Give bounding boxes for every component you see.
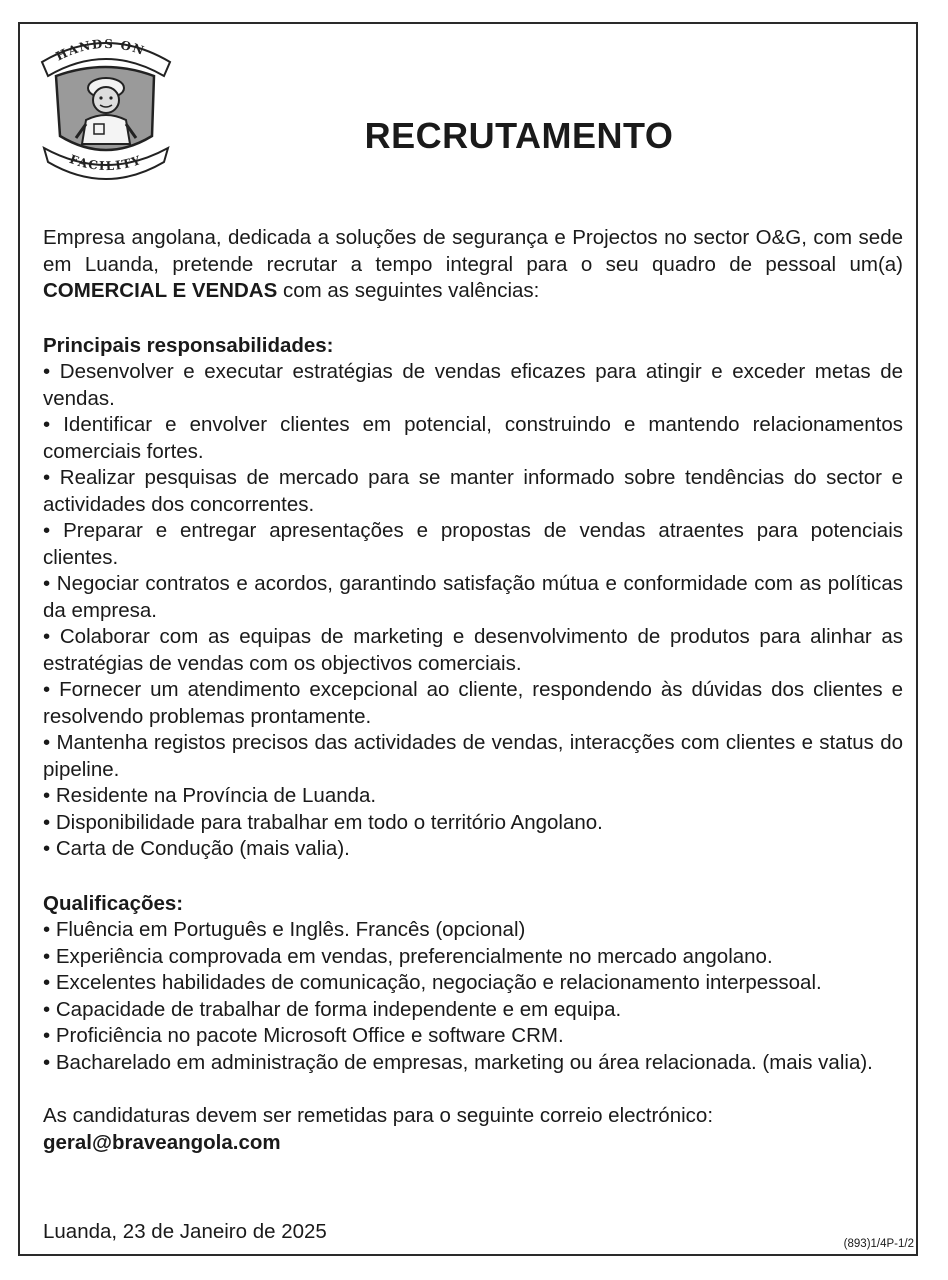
list-item: • Mantenha registos precisos das actividades de vendas, interacções com clientes e status do pipeline. xyxy=(43,730,903,783)
list-item: • Realizar pesquisas de mercado para se manter informado sobre tendências do sector e actividades dos concorrentes. xyxy=(43,465,903,518)
list-item: • Carta de Condução (mais valia). xyxy=(43,836,903,863)
list-item: • Excelentes habilidades de comunicação, negociação e relacionamento interpessoal. xyxy=(43,970,903,997)
application-instructions: As candidaturas devem ser remetidas para o seguinte correio electrónico: xyxy=(43,1104,714,1127)
ad-body xyxy=(43,225,903,1156)
intro-text-end: com as seguintes valências: xyxy=(277,279,540,302)
list-item: • Identificar e envolver clientes em potencial, construindo e mantendo relacionamentos comerciais fortes. xyxy=(43,412,903,465)
reference-code: (893)1/4P-1/2 xyxy=(843,1238,914,1250)
list-item: • Negociar contratos e acordos, garantindo satisfação mútua e conformidade com as políticas da empresa. xyxy=(43,571,903,624)
page-title: RECRUTAMENTO xyxy=(364,115,674,156)
hands-on-facility-logo xyxy=(36,36,176,182)
list-item: • Experiência comprovada em vendas, preferencialmente no mercado angolano. xyxy=(43,944,903,971)
intro-paragraph xyxy=(43,225,903,305)
intro-text: Empresa angolana, dedicada a soluções de segurança e Projectos no sector O&G, com sede em Luanda, pretende recrutar a tempo integral para o seu quadro de pessoal um(a) xyxy=(43,226,903,276)
list-item: • Colaborar com as equipas de marketing e desenvolvimento de produtos para alinhar as estratégias de vendas com os objectivos comerciais. xyxy=(43,624,903,677)
list-item: • Capacidade de trabalhar de forma independente e em equipa. xyxy=(43,997,903,1024)
list-item: • Proficiência no pacote Microsoft Office e software CRM. xyxy=(43,1023,903,1050)
list-item: • Desenvolver e executar estratégias de vendas eficazes para atingir e exceder metas de vendas. xyxy=(43,359,903,412)
dateline: Luanda, 23 de Janeiro de 2025 xyxy=(43,1220,327,1243)
svg-text:FACILITY: FACILITY xyxy=(67,152,144,174)
responsibilities-list xyxy=(43,359,903,863)
list-item: • Fornecer um atendimento excepcional ao cliente, respondendo às dúvidas dos clientes e resolvendo problemas prontamente. xyxy=(43,677,903,730)
list-item: • Residente na Província de Luanda. xyxy=(43,783,903,810)
qualifications-list xyxy=(43,917,903,1076)
list-item: • Disponibilidade para trabalhar em todo o território Angolano. xyxy=(43,810,903,837)
list-item: • Preparar e entregar apresentações e propostas de vendas atraentes para potenciais clientes. xyxy=(43,518,903,571)
contact-email[interactable]: geral@braveangola.com xyxy=(43,1130,281,1154)
svg-text:HANDS ON: HANDS ON xyxy=(53,36,148,64)
list-item: • Fluência em Português e Inglês. Francês (opcional) xyxy=(43,917,903,944)
role-title: COMERCIAL E VENDAS xyxy=(43,279,278,302)
responsibilities-heading: Principais responsabilidades: xyxy=(43,333,334,357)
list-item: • Bacharelado em administração de empresas, marketing ou área relacionada. (mais valia). xyxy=(43,1050,903,1077)
qualifications-heading: Qualificações: xyxy=(43,891,184,915)
